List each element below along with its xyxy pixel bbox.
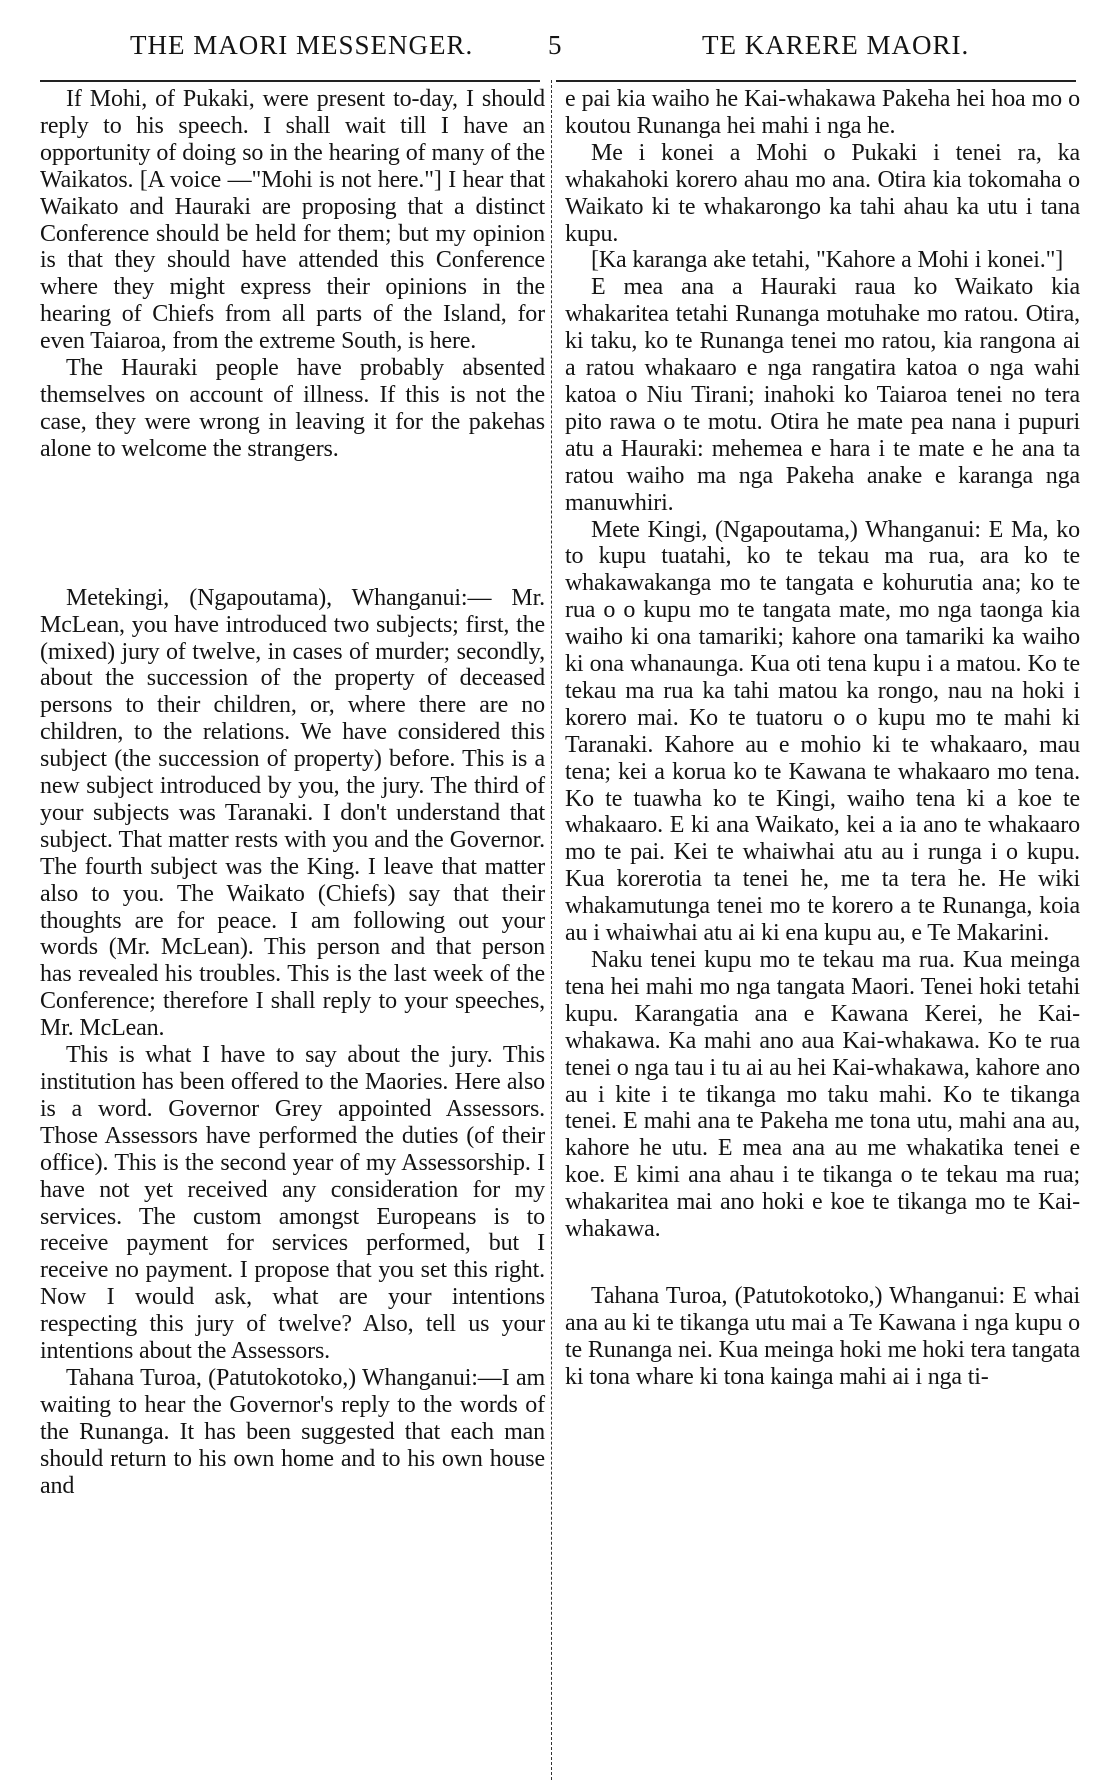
paragraph-tahana-turoa: Tahana Turoa, (Patutokotoko,) Whanganui:—I am waiting to hear the Governor's reply to the words of the Runanga. It has been suggested that each man should return to his own home and to his own house and <box>40 1364 545 1499</box>
header-rule-right <box>556 80 1076 82</box>
paragraph-mohi-reply: If Mohi, of Pukaki, were present to-day, I should reply to his speech. I shall wait till I have an opportunity of doing so in the hearing of many of the Waikatos. [A voice —"Mohi is not here."] I hear that Waikato and Hauraki are proposing that a distinct Conference should be held for them; but my opinion is that they should have attended this Conference where they might express their opinions in the hearing of Chiefs from all parts of the Island, for even Taiaroa, from the extreme South, is here. <box>40 86 545 355</box>
maori-column <box>565 86 1080 1391</box>
paragraph-hauraki-absence: The Hauraki people have probably absented themselves on account of illness. If this is not the case, they were wrong in leaving it for the pakehas alone to welcome the strangers. <box>40 355 545 462</box>
paragraph-tahana-turoa-maori: Tahana Turoa, (Patutokotoko,) Whanganui: E whai ana au ki te tikanga utu mai a Te Kawana i nga kupu o te Runanga nei. Kua meinga hoki me hoki tera tangata ki tona whare ki tona kainga mahi ai i nga ti- <box>565 1282 1080 1390</box>
page-number: 5 <box>548 30 563 60</box>
paragraph-metekingi-maori: Mete Kingi, (Ngapoutama,) Whanganui: E Ma, ko to kupu tuatahi, ko te tekau ma rua, ara ko te whakawakanga mo te tangata e kohurutia ana; ko te rua o o kupu mo te tangata mate, mo nga taonga kia waiho ki ona tamariki; kahore ona tamariki ka waiho ki ona whanaunga. Kua oti tena kupu i a matou. Ko te tekau ma rua ka tahi matou ka rongo, nau na hoki i korero mai. Ko te tuatoru o o kupu mo te mahi ki Taranaki. Kahore au e mohio ki te whakaaro, mau tena; kei a korua ko te Kawana te whakaaro mo tena. Ko te tuawha ko te Kingi, waiho tena ki a koe te whakaaro. E ki ana Waikato, kei a ia ano te whakaaro mo te pai. Kei te whaiwhai atu au i runga i o kupu. Kua korerotia ta tenei he, me ta tera he. He wiki whakamutunga tenei mo te korero a te Runanga, koia au i whaiwhai atu ai ki ena kupu au, e Te Makarini. <box>565 516 1080 947</box>
paragraph-jury-maori: Naku tenei kupu mo te tekau ma rua. Kua meinga tena hei mahi mo nga tangata Maori. Tenei hoki tetahi kupu. Karangatia ana e Kawana Kerei, he Kai-whakawa. Ka mahi ano aua Kai-whakawa. Ko te rua tenei o nga tau i tu ai au hei Kai-whakawa, kahore ano au i kite i te tikanga mo taku mahi. Ko te tikanga tenei. E mahi ana te Pakeha me tona utu, mahi ana au, kahore he utu. E mea ana au me whakatika tenei e koe. E kimi ana ahau i te tikanga o te tekau ma rua; whakaritea mai ano hoki e koe te tikanga mo te Kai-whakawa. <box>565 947 1080 1243</box>
page-header <box>0 22 1114 70</box>
maori-masthead: TE KARERE MAORI. <box>702 30 970 60</box>
section-spacer <box>565 1243 1080 1283</box>
header-rule-left <box>40 80 540 82</box>
english-column <box>40 86 545 1500</box>
paragraph-voice-interjection: [Ka karanga ake tetahi, "Kahore a Mohi i konei."] <box>591 247 1064 274</box>
paragraph-mohi-reply-maori: Me i konei a Mohi o Pukaki i tenei ra, ka whakahoki korero ahau mo ana. Otira kia tokomaha o Waikato ki te whakarongo ka tahi ahau ka utu i tana kupu. <box>565 139 1080 247</box>
paragraph-metekingi-speech: Metekingi, (Ngapoutama), Whanganui:— Mr. McLean, you have introduced two subjects; first, the (mixed) jury of twelve, in cases of murder; secondly, about the succession of the property of deceased persons to their children, or, where there are no children, to the relations. We have considered this subject (the succession of property) before. This is a new subject introduced by you, the jury. The third of your subjects was Taranaki. I don't understand that subject. That matter rests with you and the Governor. The fourth subject was the King. I leave that matter also to you. The Waikato (Chiefs) say that their thoughts are for peace. I am following out your words (Mr. McLean). This person and that person has revealed his troubles. This is the last week of the Conference; therefore I shall reply to your speeches, Mr. McLean. <box>40 584 545 1042</box>
column-divider <box>551 80 552 1780</box>
paragraph-hauraki-waikato-maori: E mea ana a Hauraki raua ko Waikato kia whakaritea tetahi Runanga motuhake mo ratou. Otira, ki taku, ko te Runanga tenei mo ratou, kia rangona ai a ratou whakaaro e nga rangatira katoa o nga wahi katoa o Niu Tirani; inahoki ko Taiaroa tenei no tera pito rawa o te motu. Otira he mate pea nana i pupuri atu a Hauraki: mehemea e hara i te mate e he ana ta ratou waiho ma nga Pakeha anake e karanga nga manuwhiri. <box>565 274 1080 516</box>
english-masthead: THE MAORI MESSENGER. <box>130 30 474 60</box>
paragraph-jury-assessors: This is what I have to say about the jury. This institution has been offered to the Maories. Here also is a word. Governor Grey appointed Assessors. Those Assessors have performed the duties (of their office). This is the second year of my Assessorship. I have not yet received any consideration for my services. The custom amongst Europeans is to receive payment for services performed, but I receive no payment. I propose that you set this right. Now I would ask, what are your intentions respecting this jury of twelve? Also, tell us your intentions about the Assessors. <box>40 1042 545 1365</box>
section-spacer <box>40 463 545 585</box>
paragraph-continuation: e pai kia waiho he Kai-whakawa Pakeha hei hoa mo o koutou Runanga hei mahi i nga he. <box>565 86 1080 139</box>
